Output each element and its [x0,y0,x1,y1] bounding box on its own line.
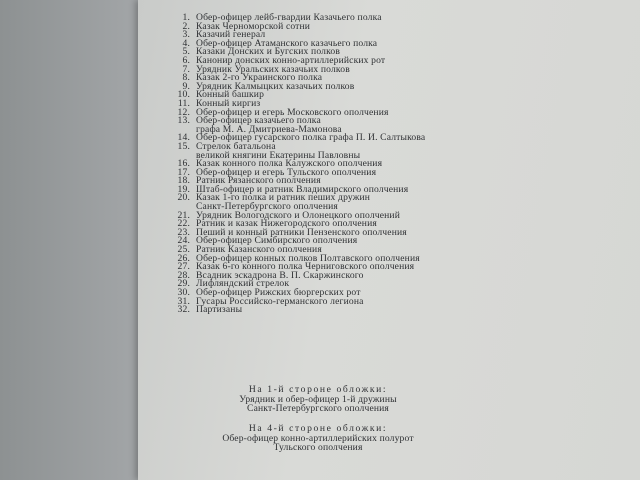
list-item-text: Гусары Российско-германского легиона [196,295,364,307]
book-page [138,0,640,480]
front-cover-caption [138,385,498,414]
list-item-number: 2. [182,20,190,32]
list-item-text: Обер-офицер лейб-гвардии Казачьего полка [196,12,382,23]
list-item-number: 32. [177,304,190,316]
list-item-number: 13. [177,115,190,127]
list-item-number: 25. [177,244,190,256]
list-item-text: Обер-офицер конных полков Полтавского ополчения [196,252,420,264]
list-item-text: Урядник Уральских казачьих полков [196,63,350,75]
list-item-number: 28. [177,269,190,281]
list-item-number: 23. [177,226,190,238]
plates-list [162,14,425,315]
list-item-text: Урядник Калмыцких казачьих полков [196,80,355,92]
list-item-text: Обер-офицер гусарского полка графа П. И. Салтыкова [196,132,426,144]
list-item-text: Обер-офицер и егерь Московского ополчения [196,106,389,118]
list-item-number: 10. [177,89,190,101]
list-item-number: 18. [177,175,190,187]
front-cover-line-1: Урядник и обер-офицер 1-й дружины [239,393,397,405]
list-item-number: 21. [177,209,190,221]
list-item-text: Казак Черноморской сотни [196,20,311,32]
list-item-text: Конный киргиз [196,97,261,109]
list-item-number: 15. [177,140,190,152]
list-item-number: 31. [177,295,190,307]
list-item-text: Обер-офицер и егерь Тульского ополчения [196,166,377,178]
list-item-text: Казак 6-го конного полка Черниговского ополчения [196,261,415,273]
list-item-text: Ратник Рязанского ополчения [196,175,321,187]
list-item-text: Казак 2-го Украинского полка [196,72,323,84]
front-cover-line-2: Санкт-Петербургского ополчения [247,403,389,415]
list-item-text: Казак 1-го полка и ратник пеших дружин [196,192,371,204]
list-item-number: 7. [182,63,190,75]
list-item-text: Казак конного полка Калужского ополчения [196,158,383,170]
list-item-number: 19. [177,183,190,195]
list-item-number: 3. [182,29,190,41]
list-item-number: 26. [177,252,190,264]
list-item [162,306,425,315]
list-item-number: 8. [182,72,190,84]
list-item-text: Казачий генерал [196,29,266,41]
front-cover-heading: На 1-й стороне обложки: [248,384,388,395]
list-item-number: 1. [182,12,190,23]
back-cover-heading: На 4-й стороне обложки: [248,423,388,434]
list-item-text: Урядник Вологодского и Олонецкого ополчений [196,209,400,221]
list-item-text: Конный башкир [196,89,265,101]
list-item-text: великой княгини Екатерины Павловны [196,149,361,161]
list-item-text: Обер-офицер Симбирского ополчения [196,235,358,247]
list-item-text: Ратник и казак Нижегородского ополчения [196,218,377,230]
list-item-number: 5. [182,46,190,58]
list-item-text: Партизаны [196,304,243,316]
list-item-number: 16. [177,158,190,170]
list-item-text: Обер-офицер Атаманского казачьего полка [196,37,378,49]
list-item-number: 12. [177,106,190,118]
list-item-text: Всадник эскадрона В. П. Скаржинского [196,269,364,281]
list-item-text: Пеший и конный ратники Пензенского ополчения [196,226,407,238]
list-item-text: Обер-офицер Рижских бюргерских рот [196,287,361,298]
back-cover-caption [138,424,498,453]
list-item-text: Ратник Казанского ополчения [196,244,322,256]
list-item-text: Лифляндский стрелок [196,278,290,290]
list-item-number: 9. [182,80,190,92]
list-item-number: 17. [177,166,190,178]
list-item-number: 6. [182,54,190,66]
list-item-number: 14. [177,132,190,144]
list-item-number: 30. [177,287,190,298]
list-item-text: Казаки Донских и Бугских полков [196,46,341,58]
back-cover-line-2: Тульского ополчения [273,442,363,454]
list-item-text: Санкт-Петербургского ополчения [196,201,338,213]
list-item-number: 4. [182,37,190,49]
list-item-text: Канонир донских конно-артиллерийских рот [196,54,386,66]
list-item-number: 29. [177,278,190,290]
list-item-number: 22. [177,218,190,230]
list-item-text: графа М. А. Дмитриева-Мамонова [196,123,342,135]
list-item-text: Обер-офицер казачьего полка [196,115,321,127]
list-item-text: Штаб-офицер и ратник Владимирского ополчения [196,183,409,195]
list-item-number: 24. [177,235,190,247]
list-item-number: 20. [177,192,190,204]
list-item-text: Стрелок батальона [196,140,276,152]
background-shadow [0,0,140,480]
back-cover-line-1: Обер-офицер конно-артиллерийских полурот [222,432,414,444]
list-item-number: 27. [177,261,190,273]
list-item-number: 11. [177,97,190,109]
